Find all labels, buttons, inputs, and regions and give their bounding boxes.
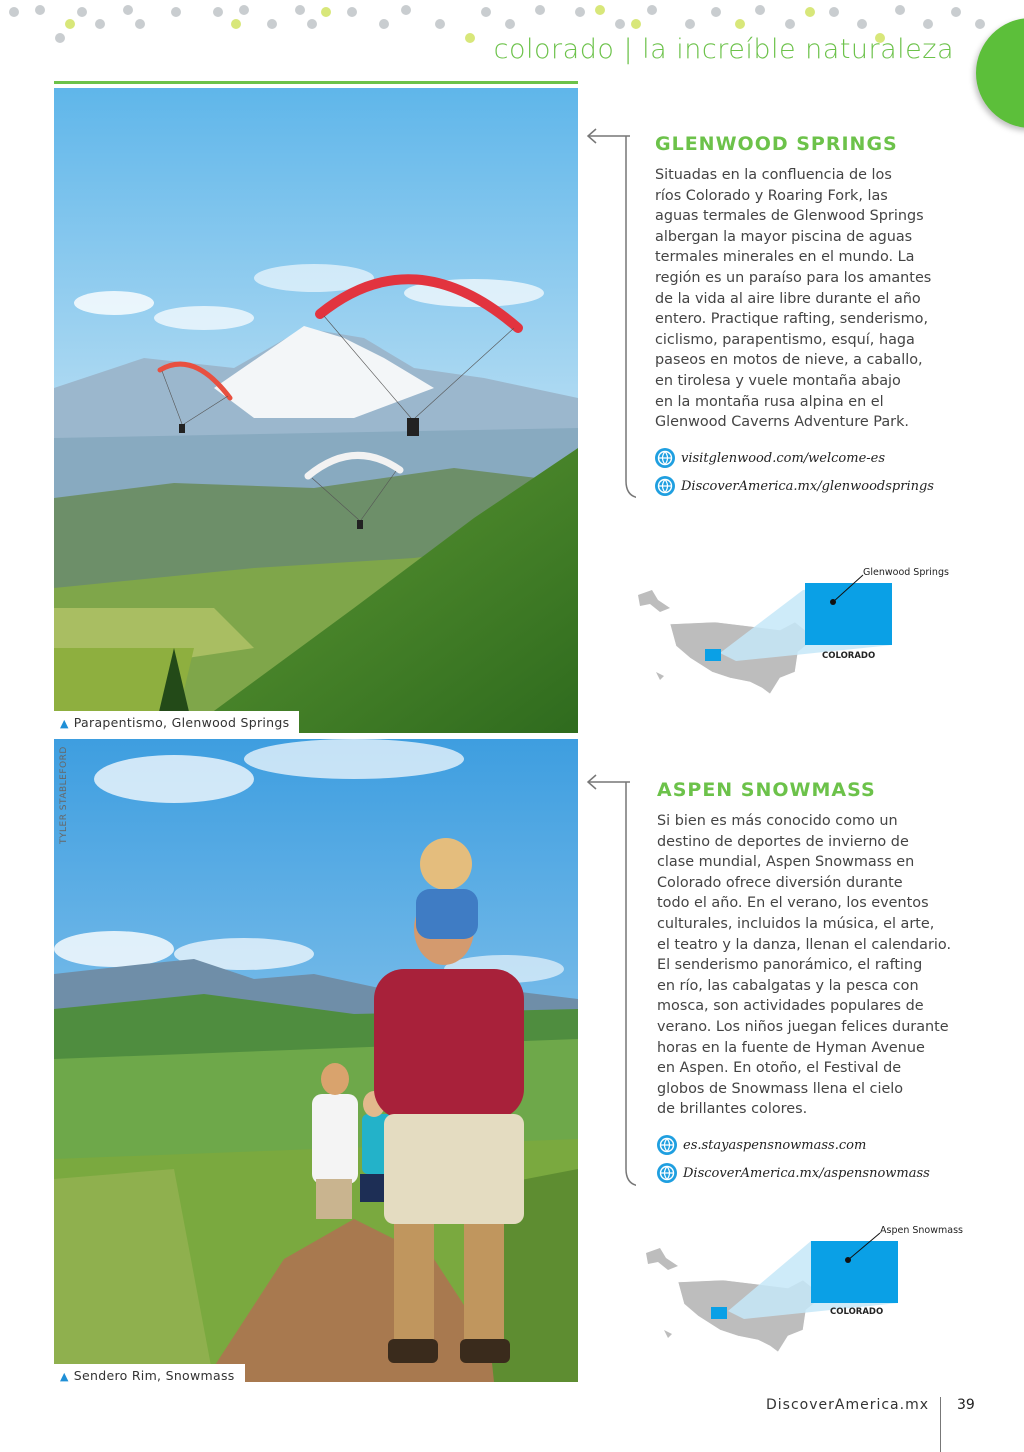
- photo-caption-bottom: ▲ Sendero Rim, Snowmass: [54, 1364, 245, 1388]
- header-rule: [54, 81, 578, 84]
- footer-divider: [940, 1397, 941, 1452]
- colorado-highlight-large: [805, 583, 892, 645]
- caption-triangle-icon: ▲: [60, 717, 69, 730]
- section-bracket-aspen: [586, 772, 636, 1190]
- link-discoveramerica-aspen[interactable]: DiscoverAmerica.mx/aspensnowmass: [657, 1163, 930, 1183]
- map-state-label: COLORADO: [822, 651, 876, 661]
- link-stayaspensnowmass[interactable]: es.stayaspensnowmass.com: [657, 1135, 866, 1155]
- caption-triangle-icon: ▲: [60, 1370, 69, 1383]
- photo-credit: TYLER STABLEFORD: [59, 746, 69, 844]
- globe-icon: [655, 448, 675, 468]
- locator-map-glenwood: [630, 560, 970, 705]
- map-place-label: Glenwood Springs: [863, 567, 949, 578]
- photo-hikers: [54, 739, 578, 1382]
- colorado-highlight-large: [811, 1241, 898, 1303]
- photo-paragliding: [54, 88, 578, 733]
- colorado-highlight-small: [705, 649, 721, 661]
- footer-brand: DiscoverAmerica.mx: [766, 1397, 930, 1413]
- body-text-aspen: Si bien es más conocido como un destino de deportes de invierno de clase mundial, Aspen Snowmass en Colorado ofrece diversión durante todo el año. En el verano, los eventos culturales, incluidos la música, el arte, el teatro y la danza, llenan el calendario. El senderismo panorámico, el rafting en río, las cabalgatas y la pesca con mosca, son actividades populares de verano. Los niños juegan felices durante horas en la fuente de Hyman Avenue en Aspen. En otoño, el Festival de globos de Snowmass llena el cielo de brillantes colores.: [657, 813, 952, 1118]
- globe-icon: [657, 1135, 677, 1155]
- body-text-glenwood: Situadas en la confluencia de los ríos Colorado y Roaring Fork, las aguas termales de Glenwood Springs albergan la mayor piscina de aguas termales minerales en el mundo. La región es un paraíso para los amantes de la vida al aire libre durante el año entero. Practique rafting, senderismo, ciclismo, parapentismo, esquí, haga paseos en motos de nieve, a caballo, en tirolesa y vuele montaña abajo en la montaña rusa alpina en el Glenwood Caverns Adventure Park.: [655, 167, 932, 431]
- running-header-title: colorado | la increíble naturaleza: [493, 34, 954, 65]
- locator-map-aspen: [638, 1218, 978, 1363]
- map-state-label: COLORADO: [830, 1307, 884, 1317]
- link-discoveramerica-glenwood[interactable]: DiscoverAmerica.mx/glenwoodsprings: [655, 476, 934, 496]
- section-title-glenwood: GLENWOOD SPRINGS: [655, 133, 898, 155]
- page-number: 39: [957, 1397, 975, 1413]
- link-visitglenwood[interactable]: visitglenwood.com/welcome-es: [655, 448, 885, 468]
- map-place-label: Aspen Snowmass: [880, 1225, 963, 1236]
- section-bracket-glenwood: [586, 126, 636, 502]
- section-title-aspen: ASPEN SNOWMASS: [657, 779, 876, 801]
- colorado-highlight-small: [711, 1307, 727, 1319]
- globe-icon: [655, 476, 675, 496]
- photo-caption-top: ▲ Parapentismo, Glenwood Springs: [54, 711, 299, 735]
- globe-icon: [657, 1163, 677, 1183]
